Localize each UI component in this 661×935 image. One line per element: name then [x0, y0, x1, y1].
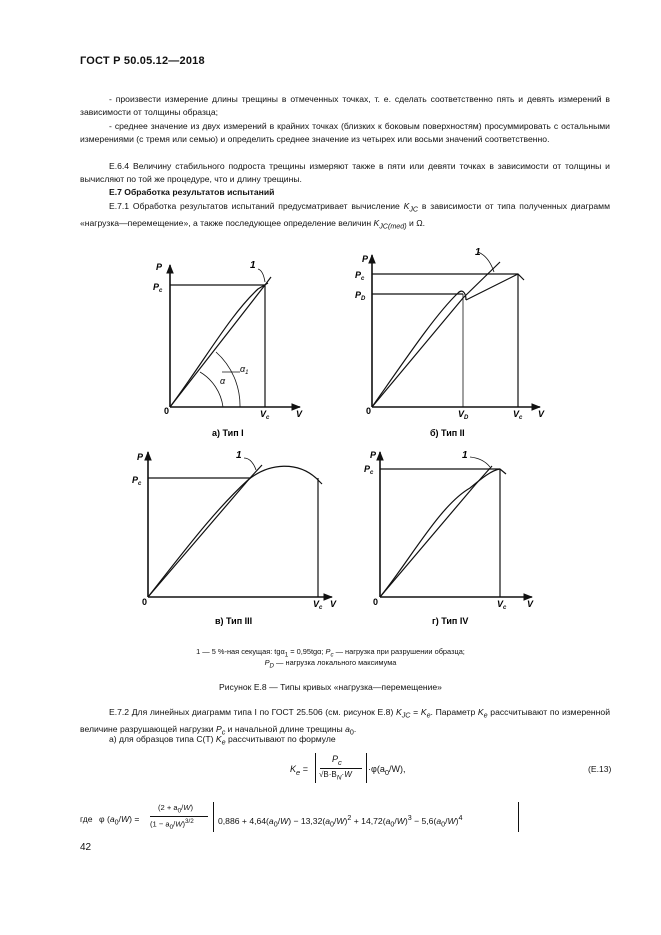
vd-label: $V_D$ [458, 409, 469, 421]
formula-e13: $K_e$ = $P_c$ $√B\cdot B_N\cdot W$ $\cdot\varphi(a_0/W)$, [290, 754, 406, 782]
curve-linear [170, 285, 265, 407]
p-axis-label: P [362, 254, 369, 264]
panel-type-3 [132, 450, 337, 626]
panel-label-1: а) Тип I [212, 428, 244, 438]
panel-label-2: б) Тип II [430, 428, 465, 438]
p-axis-label: P [137, 452, 144, 462]
pc-label: $P_c$ [355, 270, 365, 282]
equation-number: (Е.13) [588, 764, 612, 774]
origin-label: 0 [366, 406, 372, 416]
origin-label: 0 [164, 406, 170, 416]
vc-label: $V_c$ [497, 599, 507, 611]
panel-type-4 [364, 450, 534, 626]
vc-label: $V_c$ [513, 409, 523, 421]
origin-label: 0 [373, 597, 379, 607]
panel-label-3: в) Тип III [215, 616, 253, 626]
figure-note-1: 1 — 5 %-ная секущая: tgα$_1$ = 0,95tgα; $P_c$ — нагрузка при разрушении образца; [196, 647, 465, 659]
secant-callout: 1 [236, 450, 242, 461]
pc-label: $P_c$ [364, 464, 374, 476]
section-heading: Е.7 Обработка результатов испытаний [109, 187, 275, 197]
vc-label: $V_c$ [313, 599, 323, 611]
panel-label-4: г) Тип IV [432, 616, 469, 626]
page-number: 42 [80, 842, 92, 853]
paragraph-1: - произвести измерение длины трещины в отмеченных точках, т. е. сделать соответственно пять и девять измерений в зависимости от толщины образца; [80, 94, 610, 118]
p-axis-label: P [156, 262, 163, 272]
origin-label: 0 [142, 597, 148, 607]
alpha-label: α [220, 376, 226, 386]
document-header: ГОСТ Р 50.05.12—2018 [80, 55, 205, 67]
pd-label: $P_D$ [355, 290, 366, 302]
pc-label: $P_c$ [132, 475, 142, 487]
figure-caption: Рисунок Е.8 — Типы кривых «нагрузка—перемещение» [219, 682, 442, 692]
paragraph-4: Е.7.1 Обработка результатов испытаний предусматривает вычисление $K_{JC}$ в зависимости от типа полученных диаграмм «нагрузка—перемещение», а также последующее определение величин $K_{JC(med)}$ и Ω. [80, 201, 610, 231]
paragraph-item-a: а) для образцов типа С(Т) $K_e$ рассчитывают по формуле [109, 734, 336, 747]
v-axis-label: V [330, 599, 337, 609]
figure-note-2: $P_D$ — нагрузка локального максимума [264, 658, 397, 670]
curve-maximum [148, 466, 322, 597]
secant-callout: 1 [475, 247, 481, 258]
panel-type-1 [153, 260, 303, 438]
alpha1-label: $\alpha_1$ [240, 364, 249, 376]
secant-line [380, 466, 492, 597]
curve-maximum [380, 469, 506, 597]
formula-phi: где φ $(a_0/W)$ = $(2 + a_0/W)$ $(1 - a_0/W)^{3/2}$ $0,886 + 4,64(a_0/W) - 13,32(a_0/W)^2 + 14,72(a_0/W)^3 - 5,6(a_0/W)^4$ [80, 802, 480, 836]
paragraph-3: Е.6.4 Величину стабильного подроста трещины измеряют также в пяти или девяти точках в зависимости от толщины и вычисляют по той же процедуре, что и длину трещины. [80, 161, 610, 185]
secant-callout: 1 [250, 260, 256, 271]
pc-label: $P_c$ [153, 282, 163, 294]
secant-callout: 1 [462, 450, 468, 461]
paragraph-e72: Е.7.2 Для линейных диаграмм типа I по ГОСТ 25.506 (см. рисунок Е.8) $K_{JC} = K_e$. Параметр $K_e$ рассчитывают по измеренной величине разрушающей нагрузки $P_c$ и начальной длине трещины $a_0$. [80, 707, 611, 737]
v-axis-label: V [527, 599, 534, 609]
secant-line [372, 262, 500, 407]
vc-label: $V_c$ [260, 409, 270, 421]
p-axis-label: P [370, 450, 377, 460]
v-axis-label: V [538, 409, 545, 419]
paragraph-2: - среднее значение из двух измерений в крайних точках (близких к боковым поверхностям) просуммировать с остальными измерениями (с тремя или семью) и определить среднее значение из четырех или восьми значений соответственно. [80, 121, 610, 145]
secant-line [148, 465, 262, 597]
panel-type-2 [355, 247, 545, 438]
v-axis-label: V [296, 409, 303, 419]
